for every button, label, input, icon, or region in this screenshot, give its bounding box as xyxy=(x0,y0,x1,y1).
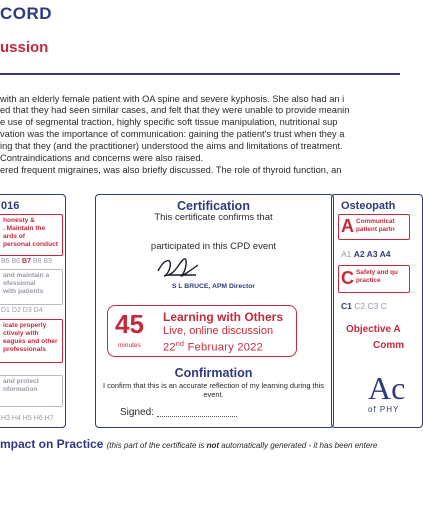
signature-line[interactable] xyxy=(157,416,237,417)
activity-type: Live, online discussion xyxy=(163,325,274,337)
document-title: CORD xyxy=(0,4,53,23)
standards-heading: 016 xyxy=(1,200,20,212)
objective-line: Comm xyxy=(373,340,405,351)
summary-line: ered frequent migraines, was also briefly discussed. The role of thyroid function, an xyxy=(0,165,342,175)
activity-title: Learning with Others xyxy=(163,310,284,324)
standard-h-codes: H3 H4 H5 H6 H7 xyxy=(1,415,54,422)
signed-label: Signed: xyxy=(120,407,154,418)
confirmation-text: I confirm that this is an accurate reflection of my learning during this event. xyxy=(102,381,324,399)
standard-b-codes: B5 B6 B7 B8 B9 xyxy=(1,258,52,265)
standard-d-codes: D1 D2 D3 D4 xyxy=(1,307,43,314)
duration-value: 45 xyxy=(115,309,144,339)
confirmation-heading: Confirmation xyxy=(174,366,253,380)
theme-a-text: Communicat patient partn xyxy=(356,218,395,233)
document-subtitle: ussion xyxy=(0,39,49,56)
certification-line: This certificate confirms that xyxy=(154,212,273,223)
impact-on-practice: mpact on Practice (this part of the certificate is not automatically generated - it has been entere xyxy=(0,437,378,451)
certification-line: participated in this CPD event xyxy=(150,241,277,252)
summary-line: ed that they had seen similar cases, and felt that they were unable to provide meanin xyxy=(0,105,350,115)
duration-unit: minutes xyxy=(118,342,141,349)
objective-line: Objective A xyxy=(346,324,401,335)
summary-line: e use of segmental traction, highly specific soft tissue manipulation, nutritional sup xyxy=(0,117,338,127)
standard-h-text: and protect nformation xyxy=(3,378,39,393)
summary-line: ing that they (and the practitioner) understood the aims and limitations of treatment. xyxy=(0,141,343,151)
theme-a-letter: A xyxy=(341,216,354,236)
director-signature xyxy=(150,253,210,281)
theme-c-text: Safety and qu practice xyxy=(356,269,398,284)
standard-d-text: and maintain a ofessional with patients xyxy=(3,272,50,295)
theme-a-codes: A1 A2 A3 A4 xyxy=(341,249,391,259)
academy-logo-subtitle: of PHY xyxy=(368,405,400,414)
standard-c-text: icate properly ctively with eagues and other professionals xyxy=(3,322,58,353)
summary-line: Contraindications and concerns were also raised. xyxy=(0,153,204,163)
standard-b-text: honesty & . Maintain the ards of personal conduct xyxy=(3,217,58,248)
osteopath-heading: Osteopath xyxy=(341,200,396,212)
activity-date: 22nd February 2022 xyxy=(163,341,264,354)
theme-c-codes: C1 C2 C3 C xyxy=(341,301,387,311)
signatory-name: S L BRUCE, APM Director xyxy=(171,283,256,290)
summary-line: vation was the importance of communication: gaining the patient's trust when they a xyxy=(0,129,345,139)
theme-c-letter: C xyxy=(341,268,354,288)
header-divider xyxy=(0,73,400,75)
academy-logo: Ac xyxy=(368,370,406,406)
summary-line: with an elderly female patient with OA spine and severe kyphosis. She also had an i xyxy=(0,94,345,104)
certification-heading: Certification xyxy=(177,199,250,213)
